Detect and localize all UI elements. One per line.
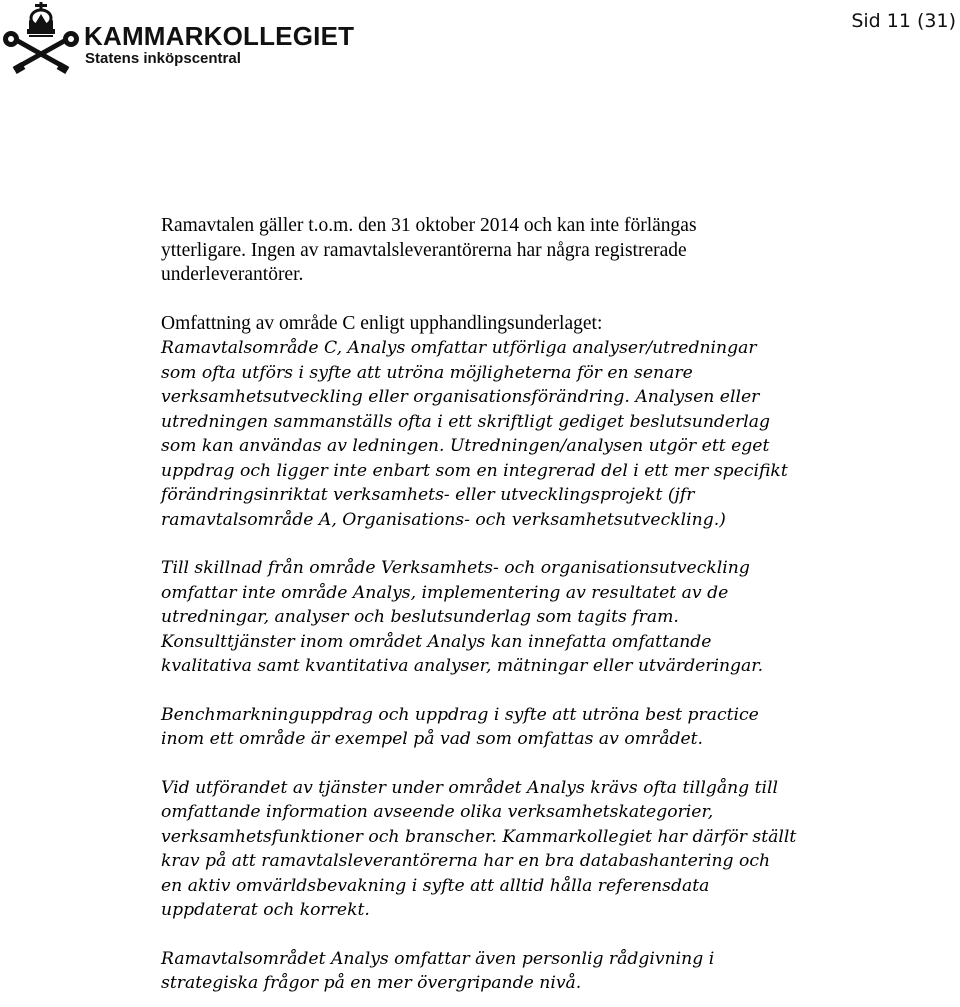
text-line: Omfattning av område C enligt upphandlingsunderlaget: xyxy=(161,312,603,334)
text-line: ytterligare. Ingen av ramavtalsleverantörerna har några registrerade xyxy=(161,239,687,261)
text-line: krav på att ramavtalsleverantörerna har en bra databashantering och xyxy=(161,851,771,871)
text-line: Benchmarkninguppdrag och uppdrag i syfte att utröna best practice xyxy=(161,704,759,725)
text-line: Ramavtalsområdet Analys omfattar även personlig rådgivning i xyxy=(161,948,715,969)
text-line: utredningar, analyser och beslutsunderlag som tagits fram. xyxy=(161,607,679,627)
paragraph-validity xyxy=(161,214,941,288)
text-line: som ofta utförs i syfte att utröna möjligheterna för en senare xyxy=(161,362,693,383)
text-line: inom ett område är exempel på vad som omfattas av området. xyxy=(161,729,704,749)
text-line: verksamhetsfunktioner och branscher. Kammarkollegiet har därför ställt xyxy=(161,826,797,847)
paragraph-information xyxy=(161,776,941,923)
text-line: en aktiv omvärldsbevakning i syfte att alltid hålla referensdata xyxy=(161,875,710,896)
paragraph-difference xyxy=(161,556,941,679)
text-line: verksamhetsutveckling eller organisationsförändring. Analysen eller xyxy=(161,387,760,407)
paragraph-scope xyxy=(161,312,941,533)
text-line: utredningen sammanställs ofta i ett skriftligt gediget beslutsunderlag xyxy=(161,411,771,432)
text-line: kvalitativa samt kvantitativa analyser, mätningar eller utvärderingar. xyxy=(161,656,764,676)
paragraph-advisory xyxy=(161,947,941,996)
crown-keys-logo-icon xyxy=(2,2,80,74)
brand-subtitle: Statens inköpscentral xyxy=(85,50,241,67)
text-line: som kan användas av ledningen. Utredningen/analysen utgör ett eget xyxy=(161,436,770,456)
text-line: omfattande information avseende olika verksamhetskategorier, xyxy=(161,802,714,822)
brand xyxy=(84,22,354,67)
page-header xyxy=(0,0,960,80)
text-line: uppdrag och ligger inte enbart som en integrerad del i ett mer specifikt xyxy=(161,460,788,481)
text-line: förändringsinriktat verksamhets- eller utvecklingsprojekt (jfr xyxy=(161,485,695,505)
document-body xyxy=(161,214,941,996)
text-line: Vid utförandet av tjänster under området Analys krävs ofta tillgång till xyxy=(161,777,779,798)
text-line: omfattar inte område Analys, implementering av resultatet av de xyxy=(161,582,729,603)
text-line: Konsulttjänster inom området Analys kan innefatta omfattande xyxy=(161,631,712,652)
text-line: uppdaterat och korrekt. xyxy=(161,900,370,920)
text-line: Ramavtalen gäller t.o.m. den 31 oktober 2014 och kan inte förlängas xyxy=(161,215,697,236)
paragraph-benchmarking xyxy=(161,703,941,752)
text-line: Till skillnad från område Verksamhets- och organisationsutveckling xyxy=(161,558,750,578)
page-number: Sid 11 (31) xyxy=(851,10,956,32)
text-line: Ramavtalsområde C, Analys omfattar utförliga analyser/utredningar xyxy=(161,338,757,358)
text-line: underleverantörer. xyxy=(161,264,304,285)
text-line: ramavtalsområde A, Organisations- och verksamhetsutveckling.) xyxy=(161,509,726,530)
brand-name: KAMMARKOLLEGIET xyxy=(84,21,355,51)
text-line: strategiska frågor på en mer övergripande nivå. xyxy=(161,973,582,993)
